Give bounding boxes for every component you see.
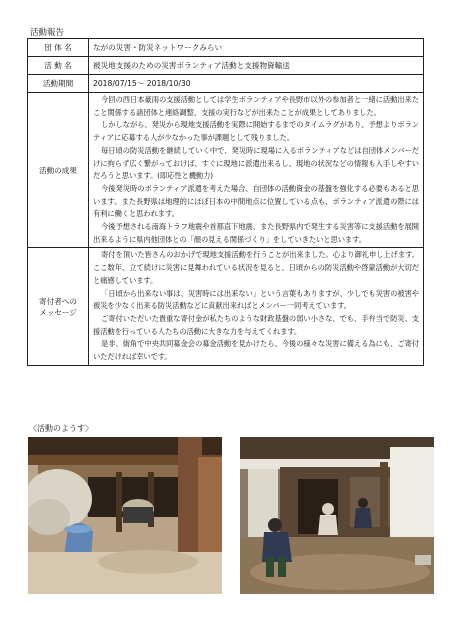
photo-icon [240,437,434,594]
donors-label-line2: メッセージ [39,307,77,317]
results-paragraph: 今後発災時のボランティア派遣を考えた場合、自団体の活動資金の基盤を強化する必要もあると思います。また長野県は地理的にほぼ日本の中間地点に位置している点も、ボランティア派遣の際には有利に働くと思われます。 [93,183,419,219]
row-activity [28,57,424,75]
period-label: 活動期間 [28,75,89,93]
activity-label: 活 動 名 [28,57,89,75]
results-paragraph: 毎日頃の防災活動を継続していく中で、発災時に現場に入るボランティアなどは自団体メンバーだけに拘らず広く繋がっておけば、すぐに現地に派遣出来るし、現地の状況などの情報も入手しやすいだろうと思います。(即応性と機動力) [93,145,419,181]
results-paragraph: 今回の西日本豪雨の支援活動としては学生ボランティアや長野市以外の参加者と一緒に活動出来たこと関係する諸団体と連絡調整、支援の実行などが出来たことが成果としてありました。 [93,95,419,117]
org-label: 団 体 名 [28,39,89,57]
donors-paragraph: 寄付を頂いた皆さんのおかげで現地支援活動を行うことが出来ました。心より御礼申し上げます。ここ数年、立て続けに災害に見舞われている状況を見ると、日頃からの防災活動や啓蒙活動が大切だと痛感しています。 [93,250,419,285]
donors-paragraph: 是非、街角で中央共同募金会の募金活動を見かけたら、今後の様々な災害に備える為にも、ご寄付いただければ幸いです。 [93,339,419,362]
row-results [28,93,424,248]
results-paragraph: しかしながら、発災から現地支援活動を実際に開始するまでのタイムラグがあり、予想よりボランティアに応募する人が少なかった事が課題として残りました。 [93,120,419,143]
photo-icon [28,437,222,594]
activity-value: 被災地支援のための災害ボランティア活動と支援物資輸送 [89,57,424,75]
row-organization [28,39,424,57]
report-table [27,38,424,366]
results-body [89,93,424,248]
donors-paragraph: ご寄付いただいた貴重な寄付金が私たちのような財政基盤の弱い小さな、でも、手弁当で防災、支援活動を行っている人たちの活動に大きな力を与えてくれます。 [93,313,419,336]
donors-body [89,248,424,365]
photo-house-mud-shoveling [240,437,434,594]
photo-underfloor-mud-removal [28,437,222,594]
report-heading: 活動報告 [30,28,65,38]
results-paragraph: 今後予想される南海トラフ地震や首都直下地震、また長野県内で発生する災害等に支援活動を展開出来るように県内他団体との「顔の見える関係づくり」をしていきたいと思います。 [93,222,419,244]
row-period [28,75,424,93]
donors-label-line1: 寄付者への [39,296,77,306]
org-value: ながの災害・防災ネットワークみらい [89,39,424,57]
donors-paragraph: 「日頃から出来ない事は、災害時には出来ない」という言葉もありますが、少しでも災害の被害や被災を少なく出来る防災活動などに貢献出来ればとメンバー一同考えています。 [93,288,419,311]
period-value: 2018/07/15〜 2018/10/30 [89,75,424,93]
donors-label [28,248,89,365]
row-donor-message [28,248,424,365]
photos-caption: 〈活動のようす〉 [29,424,93,433]
results-label: 活動の成果 [28,93,89,248]
